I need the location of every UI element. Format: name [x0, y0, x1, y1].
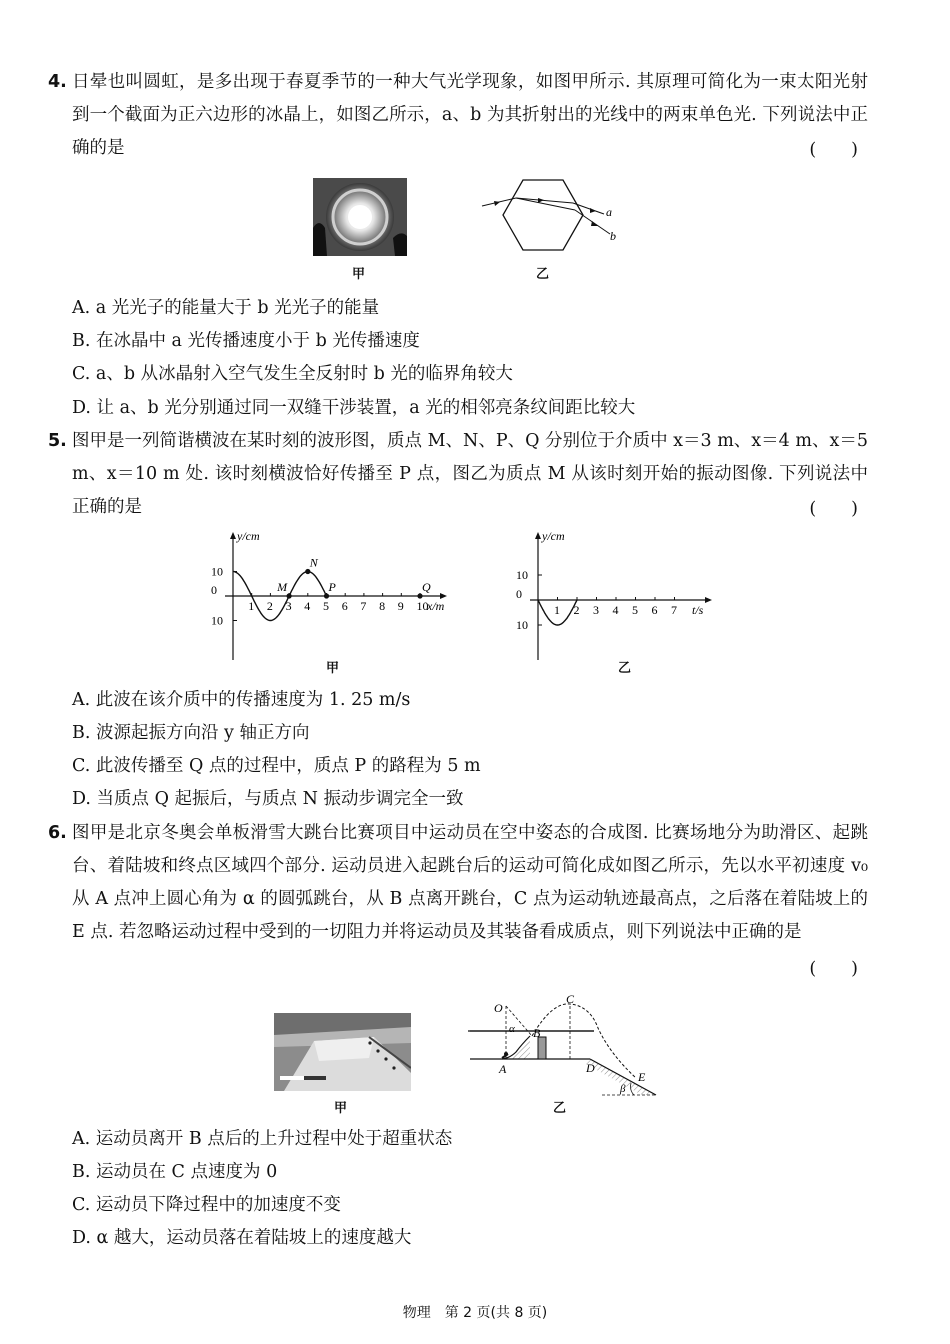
- x-axis-label: x/m: [427, 599, 445, 613]
- point-label-M: M: [277, 580, 288, 594]
- y-axis-arrow: [535, 532, 541, 539]
- question-text: 日晕也叫圆虹，是多出现于春夏季节的一种大气光学现象，如图甲所示. 其原理可简化为一束太阳光射到一个截面为正六边形的冰晶上，如图乙所示，a、b 为其折射出的光线中的两束单色光. 下列说法中正确的是: [72, 72, 868, 158]
- option-a[interactable]: A. 运动员离开 B 点后的上升过程中处于超重状态: [72, 1129, 453, 1149]
- x-tick-label: 3: [593, 603, 599, 617]
- x-tick-label: 8: [379, 599, 386, 613]
- vibration-graph-yi: [508, 528, 728, 667]
- figure-caption-yi: 乙: [553, 1101, 567, 1116]
- option-d[interactable]: D. 让 a、b 光分别通过同一双缝干涉装置，a 光的相邻亮条纹间距比较大: [72, 398, 636, 418]
- question-text: 图甲是一列简谐横波在某时刻的波形图，质点 M、N、P、Q 分别位于介质中 x＝3 m、x＝4 m、x＝5 m、x＝10 m 处. 该时刻横波恰好传播至 P 点，图乙为质点 M 从该时刻开始的振动图像. 下列说法中正确的是: [72, 431, 868, 517]
- question-6: [48, 817, 868, 949]
- question-4: [48, 66, 868, 165]
- option-a[interactable]: A. a 光光子的能量大于 b 光光子的能量: [72, 298, 380, 318]
- y-tick-label: 10: [211, 613, 223, 628]
- point-N: [305, 569, 310, 574]
- figure-caption-jia: 甲: [326, 661, 340, 676]
- page-footer: 物理 第 2 页(共 8 页): [402, 1305, 548, 1321]
- x-tick-label: 4: [612, 603, 619, 617]
- point-label-P: P: [328, 580, 336, 594]
- point-label-N: N: [309, 555, 318, 570]
- option-b[interactable]: B. 在冰晶中 a 光传播速度小于 b 光传播速度: [72, 331, 420, 351]
- y-axis-arrow: [230, 532, 236, 539]
- label-B: B: [533, 1026, 541, 1040]
- x-tick-label: 5: [632, 603, 638, 617]
- label-alpha: α: [509, 1023, 515, 1035]
- point-Q: [417, 593, 422, 598]
- halo-photo: [313, 178, 407, 256]
- point-label-Q: Q: [422, 580, 431, 594]
- x-tick-label: 6: [341, 599, 348, 613]
- question-5: [48, 425, 868, 524]
- option-c[interactable]: C. 此波传播至 Q 点的过程中，质点 P 的路程为 5 m: [72, 756, 481, 776]
- label-O: O: [494, 1001, 503, 1015]
- x-tick-label: 10: [416, 599, 429, 613]
- x-tick-label: 2: [573, 603, 580, 617]
- question-number: 4.: [48, 72, 67, 92]
- label-D: D: [586, 1061, 595, 1075]
- answer-paren: ( ): [809, 499, 858, 519]
- label-beta: β: [620, 1083, 626, 1095]
- x-axis-arrow: [705, 597, 712, 603]
- point-P: [324, 593, 329, 598]
- answer-paren: ( ): [809, 959, 858, 979]
- option-c[interactable]: C. a、b 从冰晶射入空气发生全反射时 b 光的临界角较大: [72, 364, 513, 384]
- question-text: 图甲是北京冬奥会单板滑雪大跳台比赛项目中运动员在空中姿态的合成图. 比赛场地分为助滑区、起跳台、着陆坡和终点区域四个部分. 运动员进入起跳台后的运动可简化成如图乙所示，先以水平初速度 v₀ 从 A 点冲上圆心角为 α 的圆弧跳台，从 B 点离开跳台，C 点为运动轨迹最高点，之后落在着陆坡上的 E 点. 若忽略运动过程中受到的一切阻力并将运动员及其装备看成质点，则下列说法中正确的是: [72, 823, 868, 942]
- y-axis-label: y/cm: [542, 529, 565, 543]
- y-tick-label: 10: [211, 564, 223, 579]
- wave-graph-jia: [205, 528, 475, 667]
- snowboard-photo: [274, 1013, 411, 1091]
- x-tick-label: 6: [651, 603, 658, 617]
- y-axis-label: y/cm: [237, 529, 260, 543]
- x-tick-label: 1: [554, 603, 560, 617]
- x-tick-label: 2: [266, 599, 273, 613]
- option-a[interactable]: A. 此波在该介质中的传播速度为 1. 25 m/s: [72, 690, 411, 710]
- answer-paren: ( ): [809, 140, 858, 160]
- x-tick-label: 4: [304, 599, 311, 613]
- y-tick-label: 0: [211, 583, 217, 597]
- question-number: 6.: [48, 823, 67, 843]
- figure-caption-jia: 甲: [334, 1101, 348, 1116]
- point-M: [287, 593, 292, 598]
- figure-caption-yi: 乙: [536, 267, 550, 282]
- y-tick-label: 0: [516, 587, 522, 601]
- figure-caption-jia: 甲: [352, 267, 366, 282]
- hexagon-diagram: [478, 176, 628, 260]
- ray-label-a: a: [606, 205, 612, 219]
- option-d[interactable]: D. 当质点 Q 起振后，与质点 N 振动步调完全一致: [72, 789, 464, 809]
- label-A: A: [499, 1062, 507, 1076]
- option-c[interactable]: C. 运动员下降过程中的加速度不变: [72, 1195, 341, 1215]
- x-tick-label: 1: [248, 599, 255, 613]
- label-C: C: [566, 992, 575, 1006]
- x-tick-label: 9: [397, 599, 404, 613]
- y-tick-label: 10: [516, 618, 528, 632]
- x-tick-label: 3: [285, 599, 292, 613]
- x-axis-label: t/s: [692, 603, 704, 617]
- label-E: E: [638, 1070, 646, 1084]
- ski-jump-drawing: [466, 992, 666, 1104]
- x-tick-label: 7: [360, 599, 367, 613]
- option-b[interactable]: B. 运动员在 C 点速度为 0: [72, 1162, 278, 1182]
- ray-label-b: b: [610, 229, 616, 243]
- option-b[interactable]: B. 波源起振方向沿 y 轴正方向: [72, 723, 310, 743]
- figure-caption-yi: 乙: [618, 661, 632, 676]
- question-number: 5.: [48, 431, 67, 451]
- x-tick-label: 7: [671, 603, 677, 617]
- x-tick-label: 5: [323, 599, 329, 613]
- y-tick-label: 10: [516, 568, 528, 582]
- option-d[interactable]: D. α 越大，运动员落在着陆坡上的速度越大: [72, 1228, 412, 1248]
